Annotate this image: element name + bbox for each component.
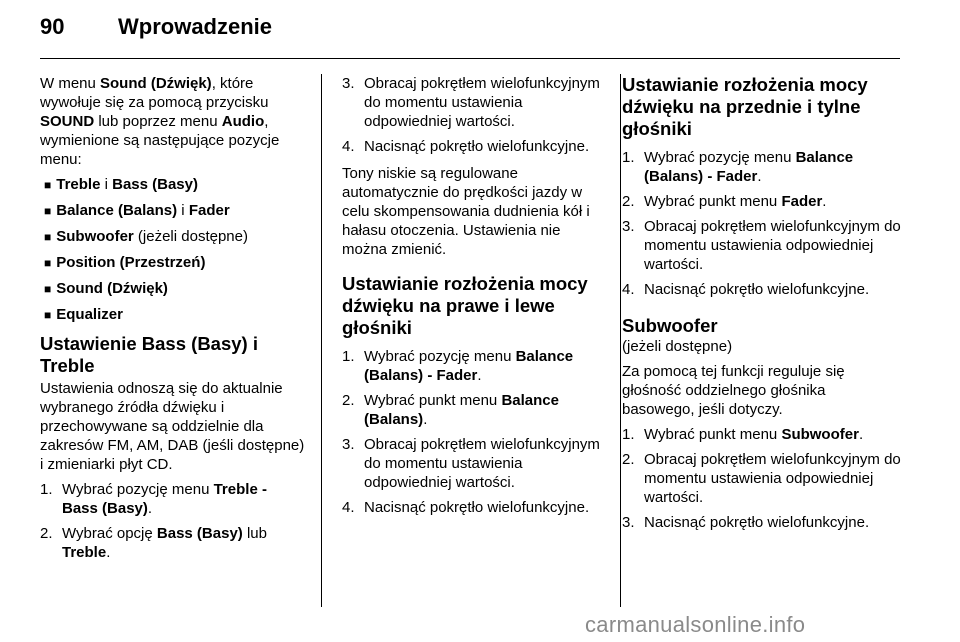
column-divider: [321, 74, 322, 607]
text: i: [177, 202, 189, 219]
step-item: [622, 217, 902, 274]
step-number: 4.: [342, 499, 355, 516]
menu-term: Sound (Dźwięk): [100, 75, 212, 92]
text: Nacisnąć pokrętło wielofunkcyjne.: [364, 499, 590, 516]
square-bullet-icon: ■: [44, 204, 52, 218]
text: Nacisnąć pokrętło wielofunkcyjne.: [644, 514, 870, 531]
step-item: [40, 480, 305, 518]
section-heading: Ustawianie rozłożenia mocy dźwięku na przednie i tylne głośniki: [622, 74, 868, 139]
item-term: Subwoofer: [56, 228, 134, 245]
step-number: 2.: [622, 193, 635, 210]
text: Wybrać punkt menu: [644, 426, 782, 443]
item-term: Balance (Balans): [56, 202, 178, 219]
intro-paragraph: [40, 74, 305, 169]
text: lub poprzez menu: [94, 113, 222, 130]
steps-list: [342, 74, 607, 156]
text: .: [147, 500, 153, 517]
body-paragraph: Za pomocą tej funkcji reguluje się głośność oddzielnego głośnika basowego, jeśli dotyczy.: [622, 363, 845, 418]
item-term: Fader: [188, 202, 230, 219]
column-divider: [620, 74, 621, 607]
steps-list: [342, 347, 607, 517]
text: Nacisnąć pokrętło wielofunkcyjne.: [644, 281, 870, 298]
text: lub: [242, 525, 267, 542]
page-number: 90: [40, 14, 65, 39]
step-number: 4.: [622, 281, 635, 298]
menu-term: Bass (Basy): [156, 525, 243, 542]
square-bullet-icon: ■: [44, 308, 52, 322]
body-paragraph: Ustawienia odnoszą się do aktualnie wybranego źródła dźwięku i przechowywane są oddzielnie dla zakresów FM, AM, DAB (jeśli dostępne) i zmieniarki płyt CD.: [40, 380, 305, 473]
item-term: Bass (Basy): [112, 176, 198, 193]
step-item: [342, 137, 607, 156]
menu-term: Balance (Balans): [364, 392, 559, 428]
step-number: 3.: [342, 75, 355, 92]
text: (jeżeli dostępne): [133, 228, 248, 245]
column-2: [342, 74, 607, 525]
step-item: [342, 74, 607, 131]
step-item: [622, 513, 902, 532]
text: .: [477, 367, 482, 384]
menu-term: Treble - Bass (Basy): [62, 481, 267, 517]
list-item: [44, 305, 305, 325]
step-number: 2.: [40, 525, 53, 542]
text: Wybrać pozycję menu: [62, 481, 214, 498]
button-term: SOUND: [40, 113, 95, 130]
step-number: 1.: [40, 481, 53, 498]
text: , wymienione są następujące pozycje menu:: [40, 113, 280, 168]
step-number: 2.: [342, 392, 355, 409]
menu-term: Balance (Balans) - Fader: [364, 348, 574, 384]
step-number: 2.: [622, 451, 635, 468]
header-rule: [40, 58, 900, 59]
step-number: 1.: [622, 426, 635, 443]
text: .: [757, 168, 762, 185]
text: Wybrać punkt menu: [364, 392, 502, 409]
step-number: 1.: [342, 348, 355, 365]
step-item: [622, 192, 902, 211]
square-bullet-icon: ■: [44, 178, 52, 192]
text: .: [822, 193, 827, 210]
step-number: 3.: [622, 218, 635, 235]
page-title: Wprowadzenie: [118, 14, 273, 39]
square-bullet-icon: ■: [44, 230, 52, 244]
section-heading: Subwoofer: [622, 315, 718, 336]
step-number: 3.: [622, 514, 635, 531]
item-term: Equalizer: [56, 306, 123, 323]
menu-term: Balance (Balans) - Fader: [644, 149, 854, 185]
step-item: [622, 425, 902, 444]
step-number: 1.: [622, 149, 635, 166]
step-item: [622, 450, 902, 507]
text: Wybrać punkt menu: [644, 193, 782, 210]
column-3: [622, 74, 902, 540]
step-item: [342, 347, 607, 385]
steps-list: [622, 148, 902, 299]
text: Obracaj pokrętłem wielofunkcyjnym do momentu ustawienia odpowiedniej wartości.: [364, 436, 600, 491]
section-heading: Ustawianie rozłożenia mocy dźwięku na prawe i lewe głośniki: [342, 273, 588, 338]
text: .: [106, 544, 111, 561]
menu-items-list: [40, 175, 305, 325]
text: Nacisnąć pokrętło wielofunkcyjne.: [364, 138, 590, 155]
text: Obracaj pokrętłem wielofunkcyjnym do momentu ustawienia odpowiedniej wartości.: [644, 218, 901, 273]
text: Wybrać pozycję menu: [364, 348, 516, 365]
item-term: Position (Przestrzeń): [56, 254, 206, 271]
text: W menu: [40, 75, 101, 92]
list-item: [44, 175, 305, 195]
watermark: carmanualsonline.info: [585, 612, 806, 637]
menu-term: Fader: [781, 193, 823, 210]
text: i: [100, 176, 113, 193]
text: Obracaj pokrętłem wielofunkcyjnym do momentu ustawienia odpowiedniej wartości.: [364, 75, 600, 130]
step-number: 4.: [342, 138, 355, 155]
item-term: Treble: [56, 176, 101, 193]
item-term: Sound (Dźwięk): [56, 280, 168, 297]
section-heading: Ustawienie Bass (Basy) i Treble: [40, 333, 258, 376]
text: Obracaj pokrętłem wielofunkcyjnym do momentu ustawienia odpowiedniej wartości.: [644, 451, 901, 506]
text: .: [423, 411, 428, 428]
step-item: [622, 280, 902, 299]
step-item: [622, 148, 902, 186]
list-item: [44, 253, 305, 273]
step-item: [40, 524, 305, 562]
page-header: [40, 14, 920, 52]
list-item: [44, 279, 305, 299]
step-item: [342, 435, 607, 492]
heading-note: (jeżeli dostępne): [622, 338, 733, 355]
column-1: [40, 74, 305, 570]
list-item: [44, 201, 305, 221]
square-bullet-icon: ■: [44, 282, 52, 296]
list-item: [44, 227, 305, 247]
menu-term: Audio: [221, 113, 265, 130]
body-paragraph: Tony niskie są regulowane automatycznie do prędkości jazdy w celu skompensowania dudnienia kół i hałasu otoczenia. Ustawienia nie można zmienić.: [342, 165, 590, 258]
step-number: 3.: [342, 436, 355, 453]
menu-term: Treble: [62, 544, 107, 561]
text: , które wywołuje się za pomocą przycisku: [40, 75, 269, 111]
square-bullet-icon: ■: [44, 256, 52, 270]
text: Wybrać pozycję menu: [644, 149, 796, 166]
step-item: [342, 498, 607, 517]
step-item: [342, 391, 607, 429]
steps-list: [40, 480, 305, 562]
steps-list: [622, 425, 902, 532]
text: .: [858, 426, 864, 443]
text: Wybrać opcję: [62, 525, 157, 542]
menu-term: Subwoofer: [781, 426, 859, 443]
